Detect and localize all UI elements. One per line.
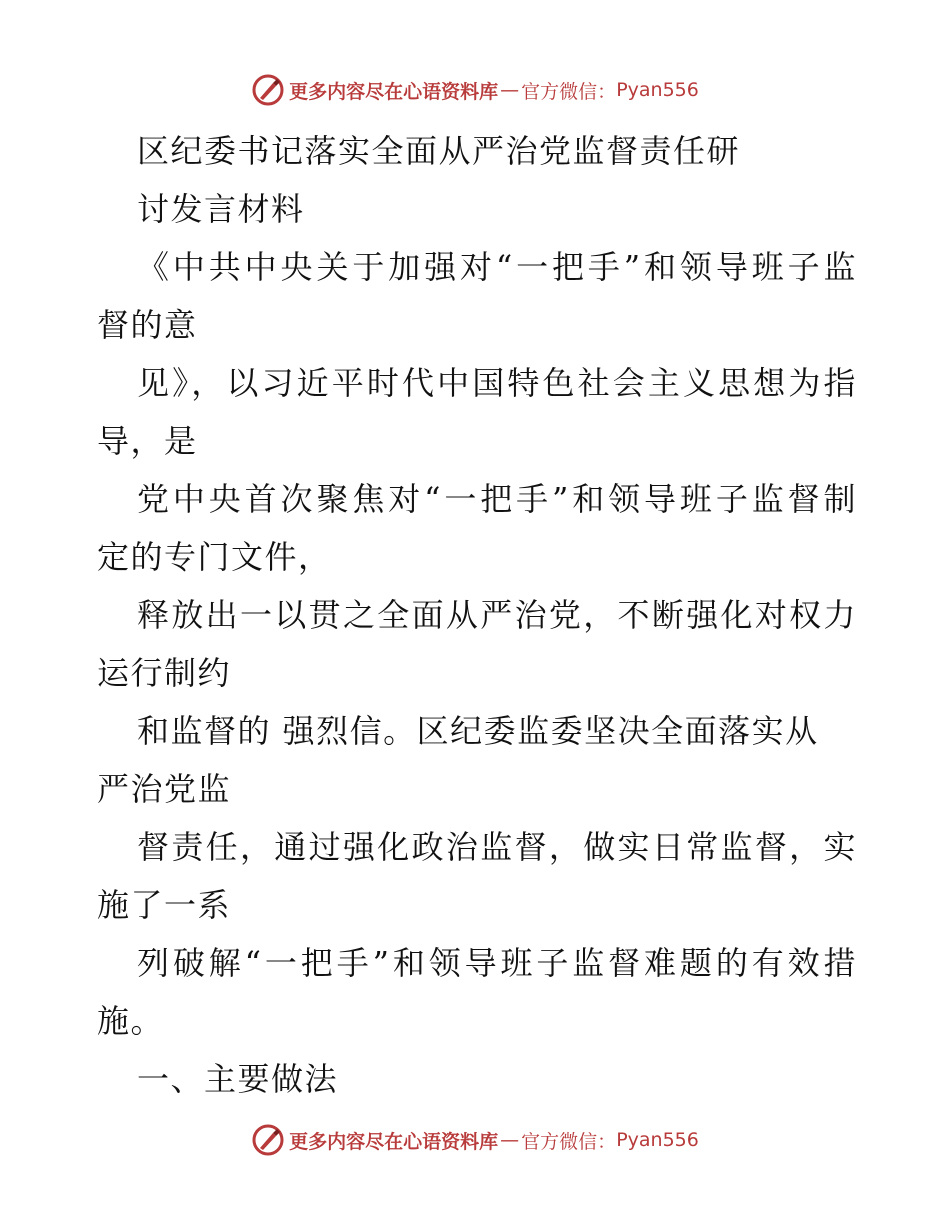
footer-brand: 更多内容尽在心语资料库 <box>289 1130 499 1153</box>
text-line: 施了一系 <box>97 886 232 924</box>
section-heading: 一、主要做法 <box>137 1060 339 1098</box>
text-line: 督责任，通过强化政治监督，做实日常监督，实 <box>137 828 857 866</box>
text-line: 区纪委书记落实全面从严治党监督责任研 <box>137 132 741 170</box>
header-wechat-label: 官方微信： <box>521 80 617 103</box>
footer-banner <box>0 1120 950 1160</box>
footer-wechat-label: 官方微信： <box>521 1130 617 1153</box>
text-line: 导，是 <box>97 422 198 460</box>
text-line: 和监督的 强烈信。区纪委监委坚决全面落实从 <box>137 712 819 750</box>
text-line: 党中央首次聚焦对“一把手”和领导班子监督制 <box>137 480 857 518</box>
text-line: 运行制约 <box>97 654 232 692</box>
header-dash: — <box>500 79 520 101</box>
text-line: 见》，以习近平时代中国特色社会主义思想为指 <box>137 364 857 402</box>
footer-wechat-id: Pyan556 <box>616 1129 699 1151</box>
text-line: 定的专门文件， <box>97 538 332 576</box>
text-line: 施。 <box>97 1002 165 1040</box>
text-line: 释放出一以贯之全面从严治党，不断强化对权力 <box>137 596 857 634</box>
header-banner <box>0 70 950 110</box>
text-line: 督的意 <box>97 306 198 344</box>
text-line: 讨发言材料 <box>137 190 305 228</box>
text-line: 《中共中央关于加强对“一把手”和领导班子监 <box>137 248 857 286</box>
text-line: 列破解“一把手”和领导班子监督难题的有效措 <box>137 944 857 982</box>
header-brand: 更多内容尽在心语资料库 <box>289 80 499 103</box>
header-wechat-id: Pyan556 <box>616 79 699 101</box>
pen-logo-icon <box>251 1123 285 1157</box>
document-body <box>97 122 857 1108</box>
text-line: 严治党监 <box>97 770 232 808</box>
pen-logo-icon <box>251 73 285 107</box>
footer-dash: — <box>500 1129 520 1151</box>
